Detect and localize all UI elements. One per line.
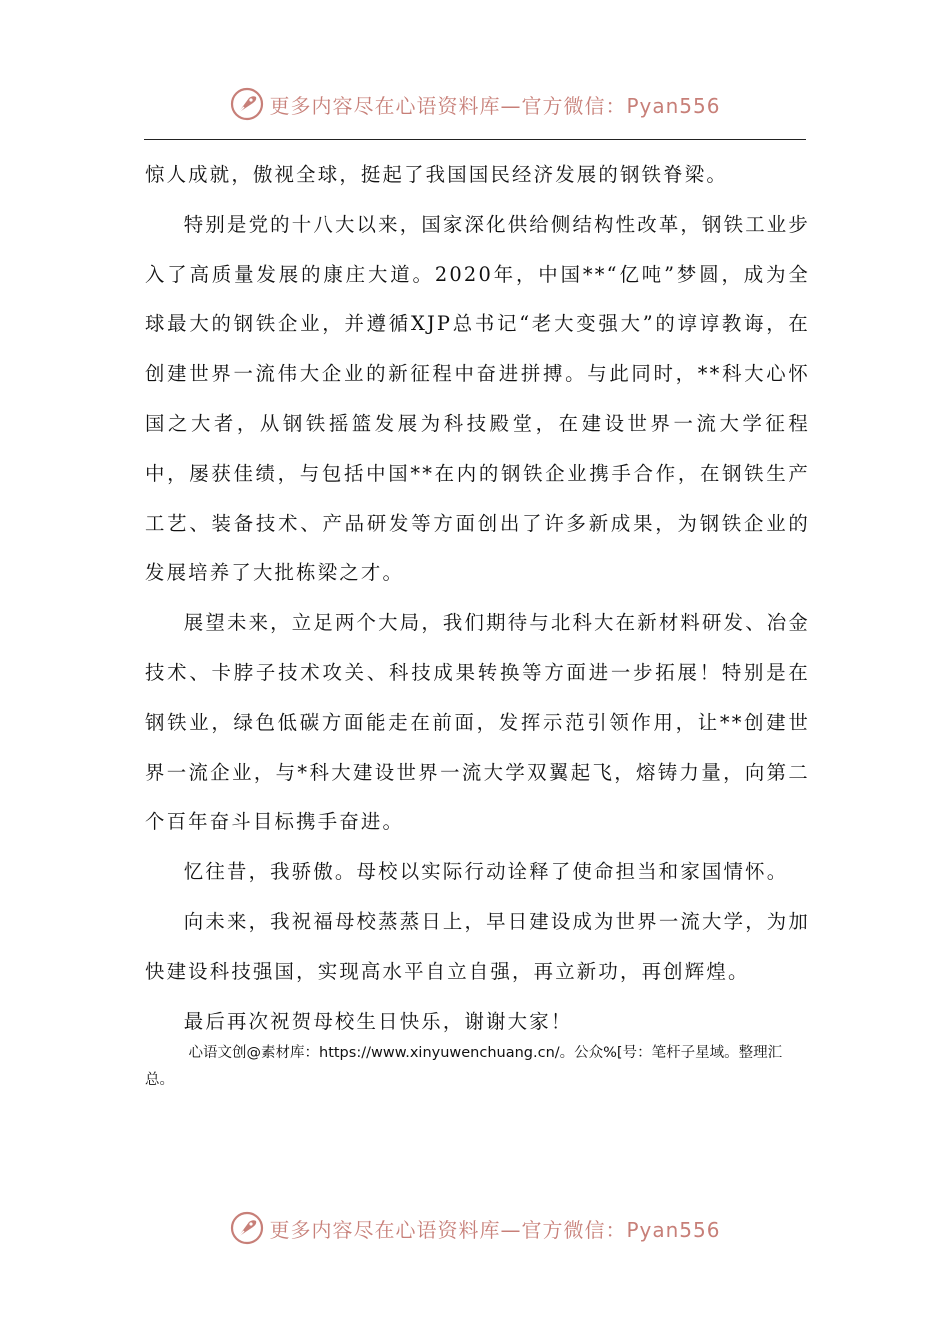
pen-nib-logo-icon xyxy=(229,1210,265,1246)
paragraph: 特别是党的十八大以来，国家深化供给侧结构性改革，钢铁工业步入了高质量发展的康庄大道。2020年，中国**“亿吨”梦圆，成为全球最大的钢铁企业，并遵循XJP总书记“老大变强大”的谆谆教诲，在创建世界一流伟大企业的新征程中奋进拼搏。与此同时，**科大心怀国之大者，从钢铁摇篮发展为科技殿堂，在建设世界一流大学征程中，屡获佳绩，与包括中国**在内的钢铁企业携手合作，在钢铁生产工艺、装备技术、产品研发等方面创出了许多新成果，为钢铁企业的发展培养了大批栋梁之才。 xyxy=(145,212,810,585)
paragraph: 展望未来，立足两个大局，我们期待与北科大在新材料研发、冶金技术、卡脖子技术攻关、科技成果转换等方面进一步拓展！特别是在钢铁业，绿色低碳方面能走在前面，发挥示范引领作用，让**创建世界一流企业，与*科大建设世界一流大学双翼起飞，熔铸力量，向第二个百年奋斗目标携手奋进。 xyxy=(145,611,810,834)
paragraph: 向未来，我祝福母校蒸蒸日上，早日建设成为世界一流大学，为加快建设科技强国，实现高水平自立自强，再立新功，再创辉煌。 xyxy=(145,909,810,983)
header-banner xyxy=(0,84,950,124)
paragraph: 忆往昔，我骄傲。母校以实际行动诠释了使命担当和家国情怀。 xyxy=(183,860,789,884)
paragraph: 最后再次祝贺母校生日快乐，谢谢大家！ xyxy=(183,1009,573,1033)
header-banner-text: 更多内容尽在心语资料库—官方微信：Pyan556 xyxy=(269,93,721,118)
footer-banner-text: 更多内容尽在心语资料库—官方微信：Pyan556 xyxy=(269,1217,721,1242)
paragraph: 惊人成就，傲视全球，挺起了我国国民经济发展的钢铁脊梁。 xyxy=(145,163,728,186)
header-divider xyxy=(144,139,806,140)
document-body xyxy=(145,150,810,1046)
footer-banner xyxy=(0,1208,950,1248)
source-note xyxy=(145,1040,810,1094)
source-note-text: 心语文创@素材库：https://www.xinyuwenchuang.cn/。公众%[号：笔杆子星域。整理汇总。 xyxy=(145,1045,783,1088)
pen-nib-logo-icon xyxy=(229,86,265,122)
